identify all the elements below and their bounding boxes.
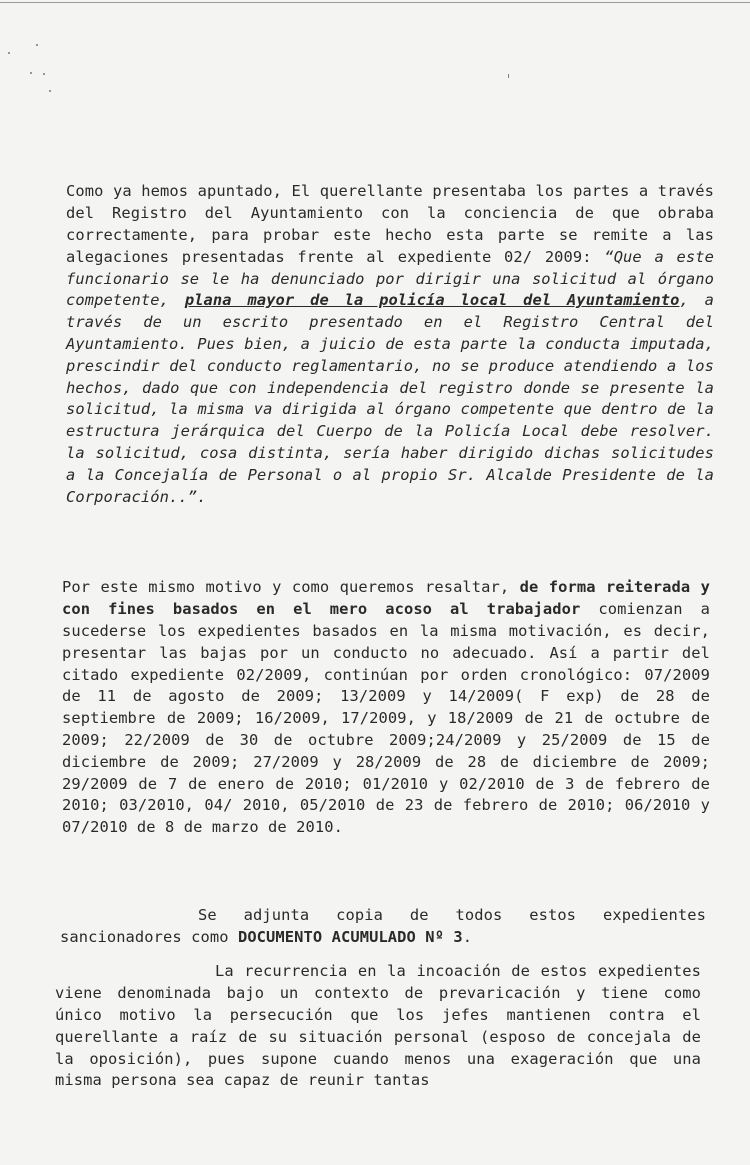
paragraph-2-emphasis: de forma reiterada y con fines basados en el mero acoso al trabajador xyxy=(62,578,710,619)
paragraph-1-quote-emphasis: plana mayor de la policía local del Ayuntamiento xyxy=(184,291,680,310)
scan-speck xyxy=(36,44,38,46)
paragraph-3-end: . xyxy=(462,928,473,947)
paragraph-1-quote-start: “Que a este funcionario se le ha denunciado por dirigir una solicitud al órgano competente, xyxy=(66,247,714,310)
paragraph-4 xyxy=(55,961,701,1092)
paragraph-3-body: Se adjunta copia de todos estos expedientes sancionadores como xyxy=(60,906,706,947)
paragraph-2-intro: Por este mismo motivo y como queremos resaltar, xyxy=(62,578,520,597)
paragraph-2 xyxy=(62,577,710,839)
paragraph-1-intro: Como ya hemos apuntado, El querellante presentaba los partes a través del Registro del Ayuntamiento con la conciencia de que obraba correctamente, para probar este hecho esta parte se remite a las alegaciones presentadas frente al expediente 02/ 2009: xyxy=(66,182,714,266)
paragraph-2-body: comienzan a sucederse los expedientes basados en la misma motivación, es decir, presentar las bajas por un conducto no adecuado. Así a partir del citado expediente 02/2009, continúan por orden cronológico: 07/2009 de 11 de agosto de 2009; 13/2009 y 14/2009( F exp) de 28 de septiembre de 2009; 16/2009, 17/2009, y 18/2009 de 21 de octubre de 2009; 22/2009 de 30 de octubre 2009;24/2009 y 25/2009 de 15 de diciembre de 2009; 27/2009 y 28/2009 de 28 de diciembre de 2009; 29/2009 de 7 de enero de 2010; 01/2010 y 02/2010 de 3 de febrero de 2010; 03/2010, 04/ 2010, 05/2010 de 23 de febrero de 2010; 06/2010 y 07/2010 de 8 de marzo de 2010. xyxy=(62,600,710,837)
paragraph-4-body: La recurrencia en la incoación de estos expedientes viene denominada bajo un contexto de prevaricación y tiene como único motivo la persecución que los jefes mantienen contra el querellante a raíz de su situación personal (esposo de concejala de la oposición), pues supone cuando menos una exageración que una misma persona sea capaz de reunir tantas xyxy=(55,962,701,1090)
paragraph-3 xyxy=(60,905,706,949)
paragraph-3-emphasis: DOCUMENTO ACUMULADO Nº 3 xyxy=(237,928,463,947)
paragraph-1-quote-end: , a través de un escrito presentado en el Registro Central del Ayuntamiento. Pues bien, a juicio de esta parte la conducta imputada, prescindir del conducto reglamentario, no se produce atendiendo a los hechos, dado que con independencia del registro donde se presente la solicitud, la misma va dirigida al órgano competente que dentro de la estructura jerárquica del Cuerpo de la Policía Local debe resolver. la solicitud, cosa distinta, sería haber dirigido dichas solicitudes a la Concejalía de Personal o al propio Sr. Alcalde Presidente de la Corporación..”. xyxy=(66,291,714,506)
scan-speck xyxy=(508,74,509,78)
page-top-edge xyxy=(0,2,750,3)
scan-speck xyxy=(30,72,32,74)
scan-speck xyxy=(43,73,45,75)
paragraph-1 xyxy=(66,181,714,508)
scan-speck xyxy=(8,52,10,54)
scan-speck xyxy=(49,90,51,92)
